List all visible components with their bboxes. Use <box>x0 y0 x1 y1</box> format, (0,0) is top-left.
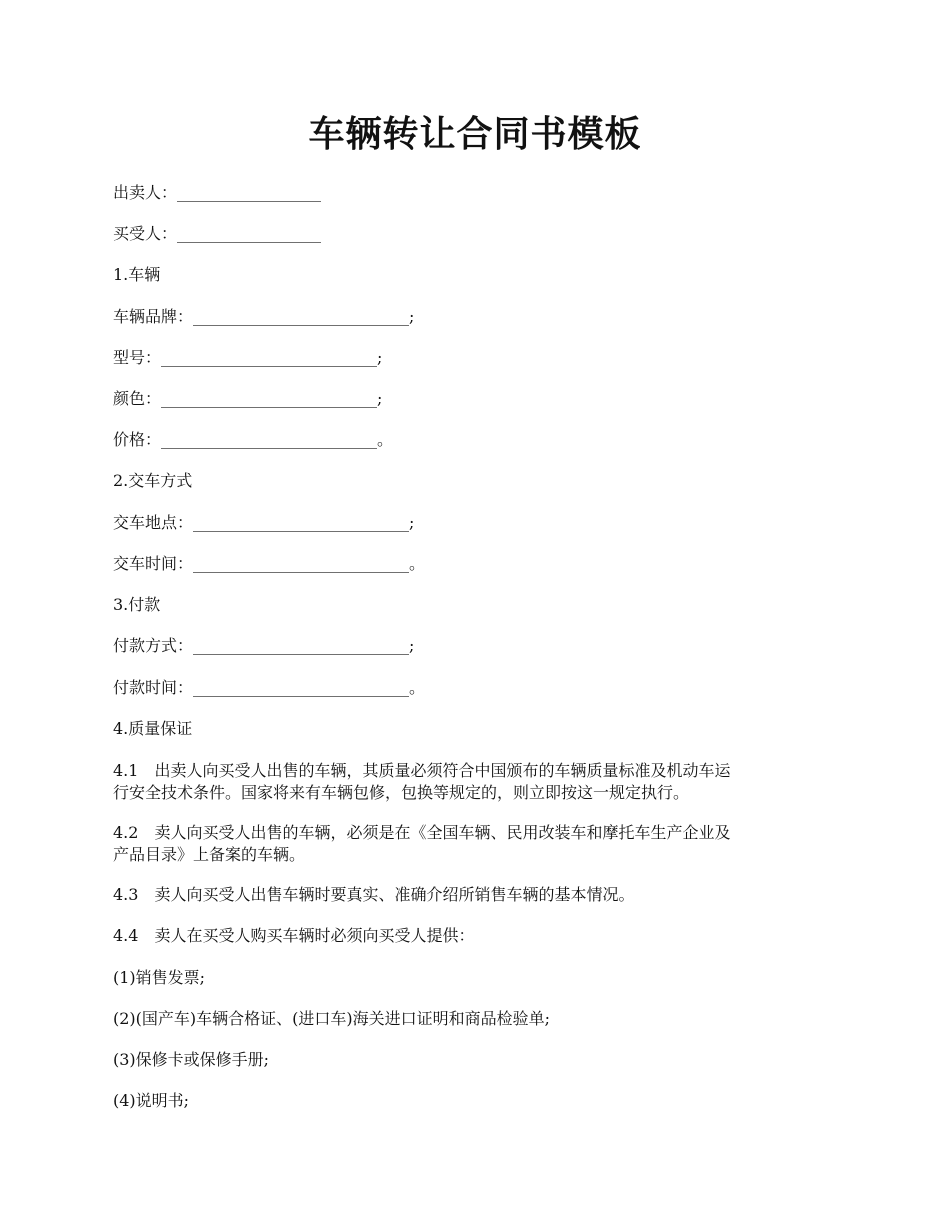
payment-method-field: 付款方式：___________________________; <box>113 636 415 655</box>
price-field: 价格：___________________________。 <box>113 430 394 449</box>
list-item: (3)保修卡或保修手册; <box>113 1050 270 1069</box>
seller-field: 出卖人：__________________ <box>113 183 322 202</box>
delivery-place-field: 交车地点：___________________________; <box>113 513 415 532</box>
model-field: 型号：___________________________; <box>113 348 383 367</box>
list-item: (1)销售发票; <box>113 968 206 987</box>
list-item: (4)说明书; <box>113 1091 190 1110</box>
document-title: 车辆转让合同书模板 <box>308 114 642 155</box>
clause-4-2 <box>113 822 833 866</box>
list-item: (2)(国产车)车辆合格证、(进口车)海关进口证明和商品检验单; <box>113 1009 551 1028</box>
clause-4-2-line-1: 4.2 卖人向买受人出售的车辆，必须是在《全国车辆、民用改装车和摩托车生产企业及 <box>113 823 731 842</box>
clause-4-1-line-1: 4.1 出卖人向买受人出售的车辆，其质量必须符合中国颁布的车辆质量标准及机动车运 <box>113 761 731 780</box>
section-3-heading: 3.付款 <box>113 595 161 614</box>
clause-4-2-line-2: 产品目录》上备案的车辆。 <box>113 845 306 864</box>
color-field: 颜色：___________________________; <box>113 389 383 408</box>
delivery-time-field: 交车时间：___________________________。 <box>113 554 426 573</box>
clause-4-1-line-2: 行安全技术条件。国家将来有车辆包修，包换等规定的，则立即按这一规定执行。 <box>113 783 690 802</box>
clause-4-1 <box>113 760 833 804</box>
section-2-heading: 2.交车方式 <box>113 471 193 490</box>
buyer-field: 买受人：__________________ <box>113 224 322 243</box>
vehicle-brand-field: 车辆品牌：___________________________; <box>113 307 415 326</box>
section-4-heading: 4.质量保证 <box>113 719 193 738</box>
clause-4-3: 4.3 卖人向买受人出售车辆时要真实、准确介绍所销售车辆的基本情况。 <box>113 885 635 904</box>
section-1-heading: 1.车辆 <box>113 265 161 284</box>
clause-4-4: 4.4 卖人在买受人购买车辆时必须向买受人提供： <box>113 926 475 945</box>
payment-time-field: 付款时间：___________________________。 <box>113 678 426 697</box>
